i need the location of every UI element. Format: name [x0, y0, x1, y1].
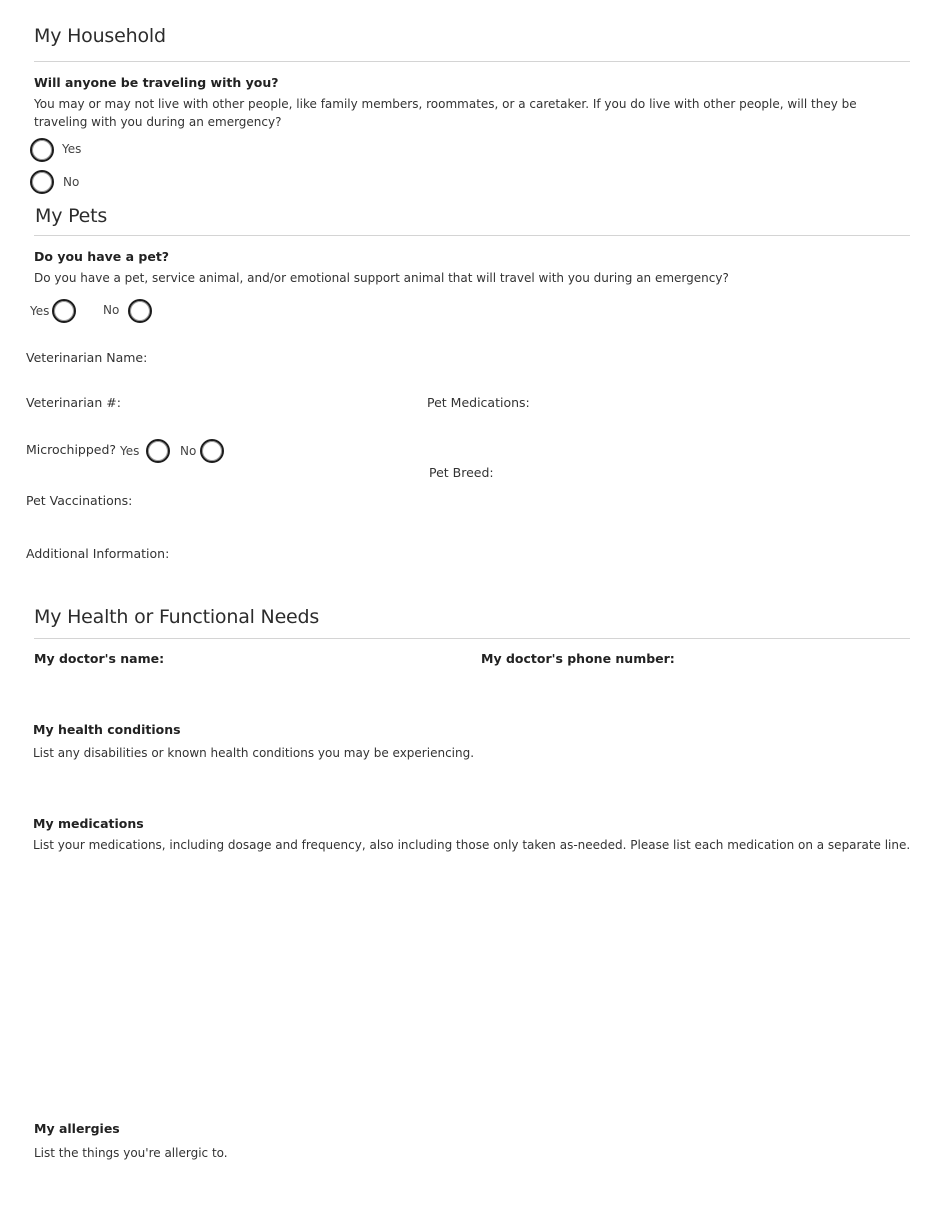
conditions-description: List any disabilities or known health conditions you may be experiencing. — [33, 746, 475, 760]
household-title: My Household — [34, 25, 166, 47]
doctor-name-label: My doctor's name: — [34, 651, 165, 666]
household-question: Will anyone be traveling with you? — [34, 75, 279, 90]
pets-no-radio[interactable] — [128, 299, 152, 323]
microchipped-yes-radio[interactable] — [146, 439, 170, 463]
pets-description: Do you have a pet, service animal, and/or emotional support animal that will travel with you during an emergency? — [34, 271, 729, 285]
household-yes-label[interactable]: Yes — [62, 142, 82, 156]
pets-divider — [34, 235, 910, 236]
pet-breed-label: Pet Breed: — [429, 465, 494, 480]
pets-title: My Pets — [35, 205, 108, 227]
household-divider — [34, 61, 910, 62]
allergies-description: List the things you're allergic to. — [34, 1146, 228, 1160]
pet-vaccinations-label: Pet Vaccinations: — [26, 493, 133, 508]
medications-title: My medications — [33, 816, 144, 831]
household-yes-radio[interactable] — [30, 138, 54, 162]
vet-name-label: Veterinarian Name: — [26, 350, 148, 365]
pet-medications-label: Pet Medications: — [427, 395, 530, 410]
microchipped-no-radio[interactable] — [200, 439, 224, 463]
medications-description: List your medications, including dosage and frequency, also including those only taken as-needed. Please list each medication on a separate line. — [33, 838, 911, 852]
household-no-label[interactable]: No — [63, 175, 80, 189]
pets-yes-label[interactable]: Yes — [30, 304, 50, 318]
household-no-radio[interactable] — [30, 170, 54, 194]
doctor-phone-label: My doctor's phone number: — [481, 651, 675, 666]
pets-question: Do you have a pet? — [34, 249, 170, 264]
vet-number-label: Veterinarian #: — [26, 395, 121, 410]
allergies-title: My allergies — [34, 1121, 120, 1136]
household-description: You may or may not live with other people, like family members, roommates, or a caretaker. If you do live with other people, will they be traveling with you during an emergency? — [34, 97, 857, 129]
microchipped-label: Microchipped? — [26, 442, 117, 457]
additional-info-label: Additional Information: — [26, 546, 170, 561]
conditions-title: My health conditions — [33, 722, 181, 737]
health-title: My Health or Functional Needs — [34, 606, 320, 628]
microchipped-yes-label[interactable]: Yes — [120, 444, 140, 458]
microchipped-no-label[interactable]: No — [180, 444, 197, 458]
pets-yes-radio[interactable] — [52, 299, 76, 323]
pets-no-label[interactable]: No — [103, 303, 120, 317]
health-divider — [34, 638, 910, 639]
